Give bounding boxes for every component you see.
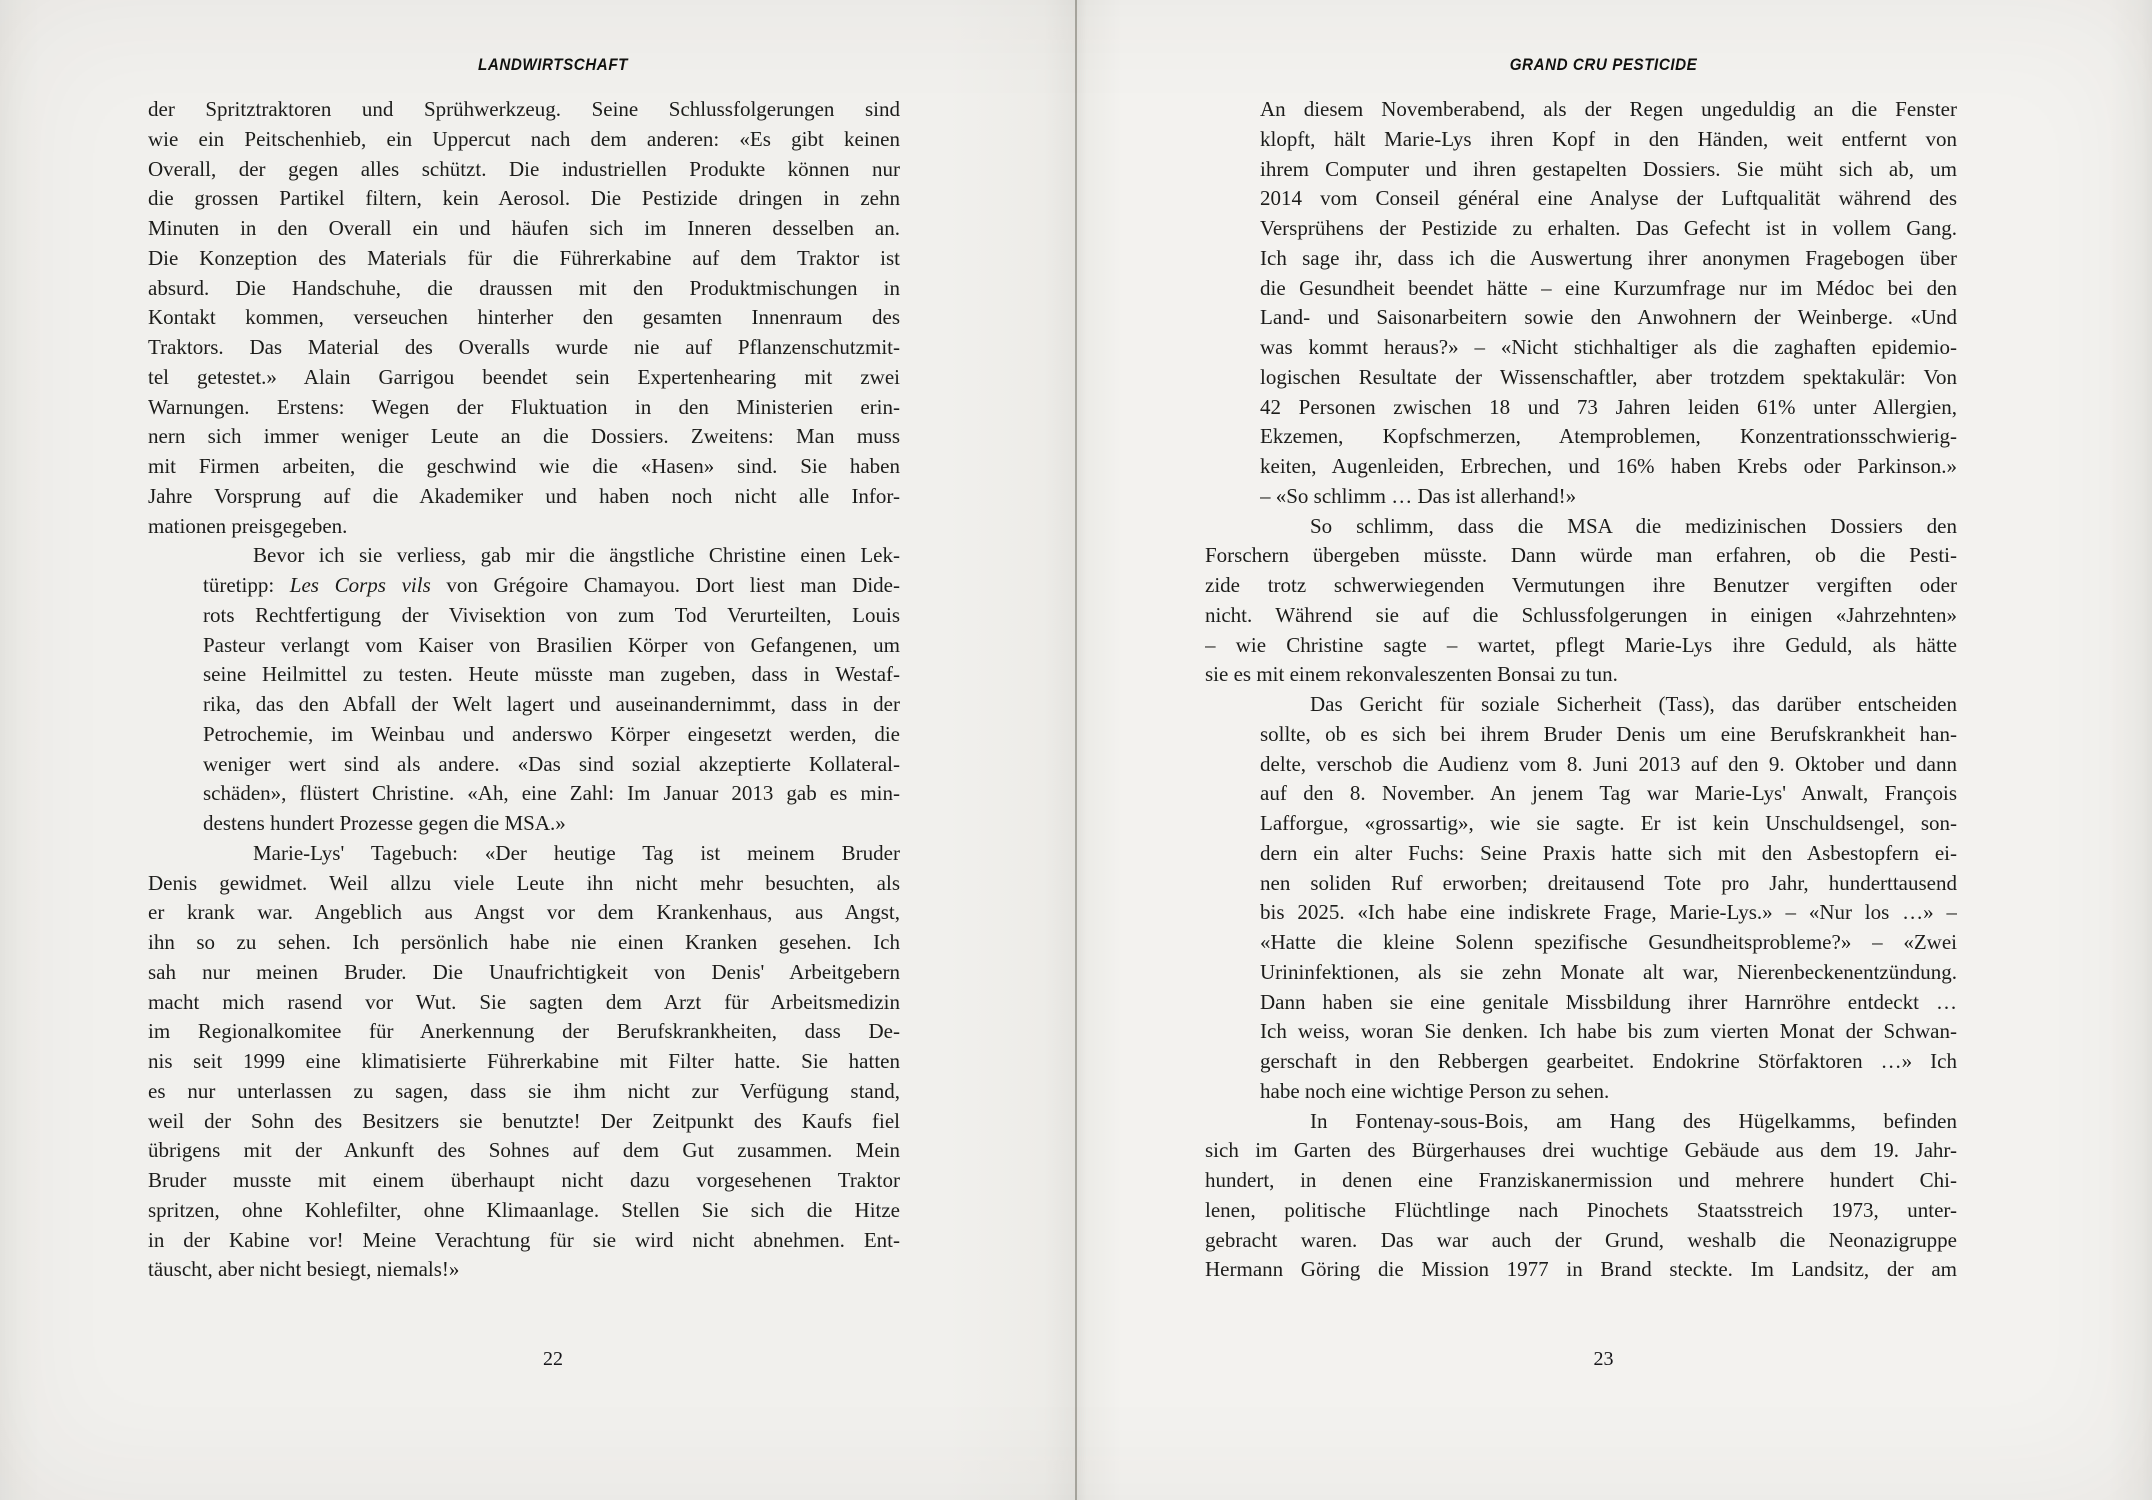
text-segment: Forschern übergeben müsste. Dann würde man erfahren, ob die Pesti-	[1205, 543, 1957, 568]
text-line	[1260, 750, 1957, 780]
text-segment: logischen Resultate der Wissenschaftler, aber trotzdem spektakulär: Von	[1260, 364, 1957, 389]
paragraph	[148, 839, 900, 1285]
text-line	[148, 512, 900, 542]
text-line	[1205, 1255, 1957, 1285]
text-line	[1205, 631, 1957, 661]
page-body	[148, 95, 900, 1285]
text-segment: Die Konzeption des Materials für die Führerkabine auf dem Traktor ist	[148, 245, 900, 270]
text-segment: seine Heilmittel zu testen. Heute müsste man zugeben, dass in Westaf-	[203, 662, 900, 687]
text-line	[1260, 155, 1957, 185]
text-line	[148, 958, 900, 988]
text-segment: Kontakt kommen, verseuchen hinterher den gesamten Innenraum des	[148, 305, 900, 330]
text-segment: türetipp:	[203, 573, 290, 597]
text-line	[203, 541, 900, 571]
text-segment: Traktors. Das Material des Overalls wurde nie auf Pflanzenschutzmit-	[148, 335, 900, 359]
text-segment: spritzen, ohne Kohlefilter, ohne Klimaanlage. Stellen Sie sich die Hitze	[148, 1197, 900, 1222]
text-line	[148, 422, 900, 452]
text-line	[148, 363, 900, 393]
text-line	[1260, 393, 1957, 423]
text-line	[1260, 274, 1957, 304]
text-segment: So schlimm, dass die MSA die medizinischen Dossiers den	[1310, 513, 1957, 538]
text-line	[148, 839, 900, 869]
text-segment: Ich weiss, woran Sie denken. Ich habe bis zum vierten Monat der Schwan-	[1260, 1019, 1957, 1044]
text-line	[1260, 214, 1957, 244]
text-line	[1260, 928, 1957, 958]
text-segment: schäden», flüstert Christine. «Ah, eine Zahl: Im Januar 2013 gab es min-	[203, 781, 900, 806]
text-line	[148, 452, 900, 482]
text-segment: delte, verschob die Audienz vom 8. Juni 2013 auf den 9. Oktober und dann	[1260, 751, 1957, 776]
text-line	[1205, 571, 1957, 601]
paragraph	[203, 541, 900, 839]
text-segment: sich im Garten des Bürgerhauses drei wuchtige Gebäude aus dem 19. Jahr-	[1205, 1138, 1957, 1163]
text-line	[1205, 512, 1957, 542]
text-line	[1260, 363, 1957, 393]
text-segment: rots Rechtfertigung der Vivisektion von zum Tod Verurteilten, Louis	[203, 602, 900, 627]
text-segment: destens hundert Prozesse gegen die MSA.»	[203, 811, 566, 835]
text-segment: Marie-Lys' Tagebuch: «Der heutige Tag ist meinem Bruder	[253, 840, 900, 865]
page-right	[1077, 0, 2152, 1500]
paragraph	[1260, 95, 1957, 512]
text-line	[148, 333, 900, 363]
text-segment: 2014 vom Conseil général eine Analyse der Luftqualität während des	[1260, 186, 1957, 211]
text-line	[148, 1166, 900, 1196]
text-segment: Jahre Vorsprung auf die Akademiker und haben noch nicht alle Infor-	[148, 483, 900, 508]
text-line	[1260, 839, 1957, 869]
text-line	[1260, 898, 1957, 928]
book-title-italic: Les Corps vils	[289, 573, 431, 597]
text-segment: was kommt heraus?» – «Nicht stichhaltiger als die zaghaften epidemio-	[1260, 335, 1957, 359]
text-segment: Denis gewidmet. Weil allzu viele Leute ihn nicht mehr besuchten, als	[148, 870, 900, 895]
text-segment: weniger wert sind als andere. «Das sind sozial akzeptierte Kollateral-	[203, 751, 900, 776]
text-segment: von Grégoire Chamayou. Dort liest man Dide-	[430, 573, 900, 597]
text-segment: sollte, ob es sich bei ihrem Bruder Denis um eine Berufskrankheit han-	[1260, 721, 1957, 746]
text-segment: 42 Personen zwischen 18 und 73 Jahren leiden 61% unter Allergien,	[1260, 394, 1957, 419]
paragraph	[1205, 1107, 1957, 1286]
text-segment: Minuten in den Overall ein und häufen sich im Inneren desselben an.	[148, 216, 900, 240]
paragraph	[1260, 690, 1957, 1107]
text-segment: es nur unterlassen zu sagen, dass sie ihm nicht zur Verfügung stand,	[148, 1078, 900, 1103]
text-line	[1260, 1047, 1957, 1077]
text-segment: nen soliden Ruf erworben; dreitausend Tote pro Jahr, hunderttausend	[1260, 870, 1957, 895]
text-segment: Lafforgue, «grossartig», wie sie sagte. Er ist kein Unschuldsengel, son-	[1260, 811, 1957, 835]
text-segment: habe noch eine wichtige Person zu sehen.	[1260, 1078, 1610, 1103]
text-segment: Dann haben sie eine genitale Missbildung ihrer Harnröhre entdeckt …	[1260, 989, 1957, 1014]
text-segment: Bevor ich sie verliess, gab mir die ängstliche Christine einen Lek-	[253, 543, 900, 568]
text-segment: Petrochemie, im Weinbau und anderswo Körper eingesetzt werden, die	[203, 721, 900, 746]
text-line	[203, 750, 900, 780]
text-segment: rika, das den Abfall der Welt lagert und auseinandernimmt, dass in der	[203, 692, 900, 716]
text-segment: er krank war. Angeblich aus Angst vor dem Krankenhaus, aus Angst,	[148, 900, 900, 925]
text-line	[1205, 601, 1957, 631]
text-line	[148, 244, 900, 274]
text-segment: «Hatte die kleine Solenn spezifische Gesundheitsprobleme?» – «Zwei	[1260, 930, 1957, 954]
text-line	[148, 125, 900, 155]
text-line	[148, 482, 900, 512]
text-line	[1260, 422, 1957, 452]
text-line	[1260, 125, 1957, 155]
text-segment: weil der Sohn des Besitzers sie benutzte! Der Zeitpunkt des Kaufs fiel	[148, 1108, 900, 1133]
text-line	[1260, 809, 1957, 839]
running-header: LANDWIRTSCHAFT	[478, 56, 628, 74]
text-line	[148, 214, 900, 244]
text-line	[148, 1107, 900, 1137]
text-segment: Pasteur verlangt vom Kaiser von Brasilien Körper von Gefangenen, um	[203, 632, 900, 657]
text-line	[203, 631, 900, 661]
text-segment: Land- und Saisonarbeitern sowie den Anwohnern der Weinberge. «Und	[1260, 305, 1957, 330]
text-line	[203, 660, 900, 690]
text-line	[148, 303, 900, 333]
text-line	[1205, 660, 1957, 690]
text-line	[148, 869, 900, 899]
text-segment: der Spritztraktoren und Sprühwerkzeug. Seine Schlussfolgerungen sind	[148, 97, 900, 121]
text-line	[148, 184, 900, 214]
text-line	[1205, 1226, 1957, 1256]
paragraph	[1205, 512, 1957, 691]
text-segment: ihrem Computer und ihren gestapelten Dossiers. Sie müht sich ab, um	[1260, 156, 1957, 181]
text-line	[148, 95, 900, 125]
text-line	[148, 155, 900, 185]
text-segment: absurd. Die Handschuhe, die draussen mit den Produktmischungen in	[148, 275, 900, 300]
text-line	[1260, 452, 1957, 482]
text-segment: Overall, der gegen alles schützt. Die industriellen Produkte können nur	[148, 156, 900, 181]
text-segment: An diesem Novemberabend, als der Regen ungeduldig an die Fenster	[1260, 97, 1957, 121]
text-line	[203, 601, 900, 631]
text-segment: gerschaft in den Rebbergen gearbeitet. Endokrine Störfaktoren …» Ich	[1260, 1049, 1957, 1073]
text-line	[148, 1047, 900, 1077]
text-segment: übrigens mit der Ankunft des Sohnes auf dem Gut zusammen. Mein	[148, 1138, 900, 1163]
text-line	[203, 809, 900, 839]
text-line	[1205, 541, 1957, 571]
text-line	[1205, 1196, 1957, 1226]
text-line	[1260, 1017, 1957, 1047]
text-segment: Das Gericht für soziale Sicherheit (Tass), das darüber entscheiden	[1310, 692, 1957, 716]
page-body	[1205, 95, 1957, 1285]
text-segment: dern ein alter Fuchs: Seine Praxis hatte sich mit den Asbestopfern ei-	[1260, 840, 1957, 865]
text-segment: In Fontenay-sous-Bois, am Hang des Hügelkamms, befinden	[1310, 1108, 1957, 1133]
text-line	[148, 1136, 900, 1166]
text-segment: bis 2025. «Ich habe eine indiskrete Frage, Marie-Lys.» – «Nur los …» –	[1260, 900, 1957, 925]
text-line	[1260, 958, 1957, 988]
text-segment: sah nur meinen Bruder. Die Unaufrichtigkeit von Denis' Arbeitgebern	[148, 959, 900, 984]
text-segment: keiten, Augenleiden, Erbrechen, und 16% haben Krebs oder Parkinson.»	[1260, 454, 1957, 478]
running-header: GRAND CRU PESTICIDE	[1509, 56, 1698, 74]
text-line	[148, 898, 900, 928]
text-segment: zide trotz schwerwiegenden Vermutungen ihre Benutzer vergiften oder	[1205, 573, 1957, 597]
text-line	[1260, 184, 1957, 214]
text-segment: sie es mit einem rekonvaleszenten Bonsai zu tun.	[1205, 662, 1618, 687]
text-line	[203, 779, 900, 809]
text-line	[148, 1226, 900, 1256]
text-segment: mit Firmen arbeiten, die geschwind wie die «Hasen» sind. Sie haben	[148, 454, 900, 478]
text-segment: macht mich rasend vor Wut. Sie sagten dem Arzt für Arbeitsmedizin	[148, 989, 900, 1014]
text-line	[1205, 1107, 1957, 1137]
page-number: 23	[1593, 1348, 1614, 1370]
text-line	[1260, 869, 1957, 899]
text-segment: nis seit 1999 eine klimatisierte Führerkabine mit Filter hatte. Sie hatten	[148, 1049, 900, 1073]
text-line	[203, 690, 900, 720]
text-segment: in der Kabine vor! Meine Verachtung für sie wird nicht abnehmen. Ent-	[148, 1227, 900, 1252]
text-segment: – «So schlimm … Das ist allerhand!»	[1260, 483, 1577, 508]
text-line	[1205, 1136, 1957, 1166]
text-segment: tel getestet.» Alain Garrigou beendet sein Expertenhearing mit zwei	[148, 364, 900, 389]
text-segment: die grossen Partikel filtern, kein Aerosol. Die Pestizide dringen in zehn	[148, 186, 900, 211]
text-segment: hundert, in denen eine Franziskanermission und mehrere hundert Chi-	[1205, 1168, 1957, 1192]
text-line	[1260, 482, 1957, 512]
text-segment: klopft, hält Marie-Lys ihren Kopf in den Händen, weit entfernt von	[1260, 126, 1957, 151]
text-line	[203, 571, 900, 601]
text-line	[148, 274, 900, 304]
text-segment: gebracht waren. Das war auch der Grund, weshalb die Neonazigruppe	[1205, 1227, 1957, 1252]
text-line	[1260, 690, 1957, 720]
text-line	[148, 393, 900, 423]
text-segment: die Gesundheit beendet hätte – eine Kurzumfrage nur im Médoc bei den	[1260, 275, 1957, 300]
text-segment: auf den 8. November. An jenem Tag war Marie-Lys' Anwalt, François	[1260, 781, 1957, 806]
text-line	[1260, 988, 1957, 1018]
text-segment: nern sich immer weniger Leute an die Dossiers. Zweitens: Man muss	[148, 424, 900, 449]
text-line	[1260, 303, 1957, 333]
text-line	[1260, 244, 1957, 274]
text-segment: Versprühens der Pestizide zu erhalten. Das Gefecht ist in vollem Gang.	[1260, 216, 1957, 240]
text-segment: im Regionalkomitee für Anerkennung der Berufskrankheiten, dass De-	[148, 1019, 900, 1044]
text-segment: – wie Christine sagte – wartet, pflegt Marie-Lys ihre Geduld, als hätte	[1205, 632, 1957, 657]
text-line	[1260, 720, 1957, 750]
text-line	[148, 988, 900, 1018]
text-segment: nicht. Während sie auf die Schlussfolgerungen in einigen «Jahrzehnten»	[1205, 602, 1957, 627]
text-segment: lenen, politische Flüchtlinge nach Pinochets Staatsstreich 1973, unter-	[1205, 1197, 1957, 1222]
text-line	[148, 1255, 900, 1285]
page-number: 22	[543, 1348, 563, 1370]
text-segment: mationen preisgegeben.	[148, 513, 348, 538]
text-line	[148, 1077, 900, 1107]
text-line	[148, 1196, 900, 1226]
text-segment: Urininfektionen, als sie zehn Monate alt war, Nierenbeckenentzündung.	[1260, 959, 1957, 984]
text-line	[203, 720, 900, 750]
text-segment: täuscht, aber nicht besiegt, niemals!»	[148, 1257, 460, 1282]
text-segment: Warnungen. Erstens: Wegen der Fluktuation in den Ministerien erin-	[148, 394, 900, 419]
paragraph	[148, 95, 900, 541]
text-segment: wie ein Peitschenhieb, ein Uppercut nach dem anderen: «Es gibt keinen	[148, 126, 900, 151]
text-segment: Hermann Göring die Mission 1977 in Brand steckte. Im Landsitz, der am	[1205, 1257, 1957, 1282]
text-segment: Ekzemen, Kopfschmerzen, Atemproblemen, Konzentrationsschwierig-	[1260, 424, 1957, 449]
text-line	[148, 1017, 900, 1047]
text-line	[1260, 779, 1957, 809]
text-segment: ihn so zu sehen. Ich persönlich habe nie einen Kranken gesehen. Ich	[148, 930, 900, 954]
text-line	[1205, 1166, 1957, 1196]
text-line	[1260, 1077, 1957, 1107]
text-line	[148, 928, 900, 958]
text-segment: Ich sage ihr, dass ich die Auswertung ihrer anonymen Fragebogen über	[1260, 245, 1957, 270]
text-line	[1260, 95, 1957, 125]
text-segment: Bruder musste mit einem überhaupt nicht dazu vorgesehenen Traktor	[148, 1168, 900, 1192]
text-line	[1260, 333, 1957, 363]
